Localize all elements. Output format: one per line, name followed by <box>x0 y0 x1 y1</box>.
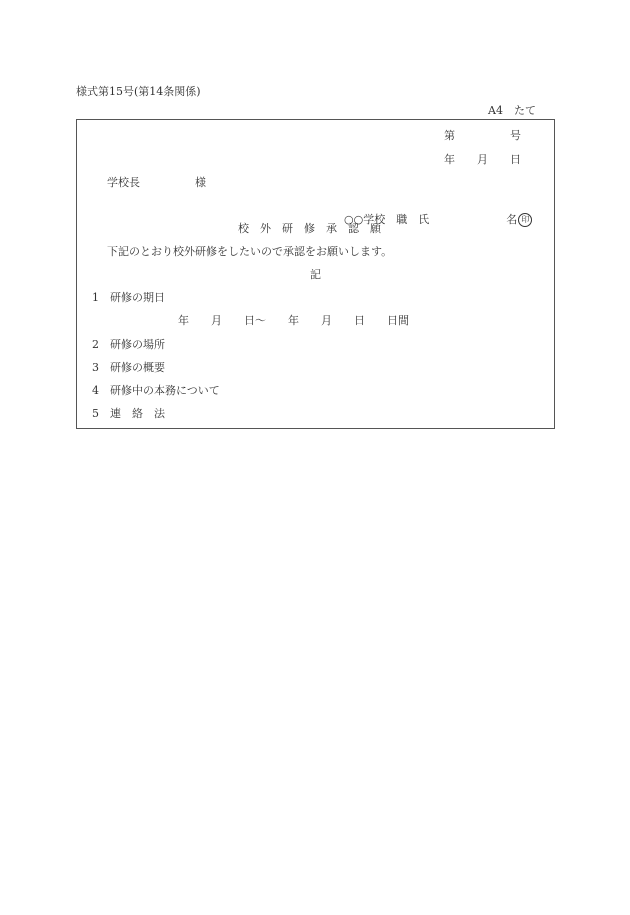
addressee-line: 学校長 様 <box>107 176 206 189</box>
date-field[interactable]: 年 月 日 <box>444 153 521 166</box>
item-2-label: 2 研修の場所 <box>92 338 165 351</box>
form-number-label: 様式第15号(第14条関係) <box>76 85 201 98</box>
applicant-label: ○○学校 職 氏 名 <box>344 213 518 226</box>
document-title: 校 外 研 修 承 認 願 <box>238 222 381 235</box>
item-3-label: 3 研修の概要 <box>92 361 165 374</box>
paper-size-label: A4 たて <box>488 104 536 117</box>
ki-label: 記 <box>310 268 321 281</box>
seal-icon: 印 <box>518 213 532 227</box>
period-field[interactable]: 年 月 日～ 年 月 日 日間 <box>178 314 409 327</box>
item-4-label: 4 研修中の本務について <box>92 384 220 397</box>
item-1-label: 1 研修の期日 <box>92 291 165 304</box>
document-number-field[interactable]: 第 号 <box>444 129 521 142</box>
item-5-label: 5 連 絡 法 <box>92 407 165 420</box>
body-text: 下記のとおり校外研修をしたいので承認をお願いします。 <box>107 245 393 258</box>
